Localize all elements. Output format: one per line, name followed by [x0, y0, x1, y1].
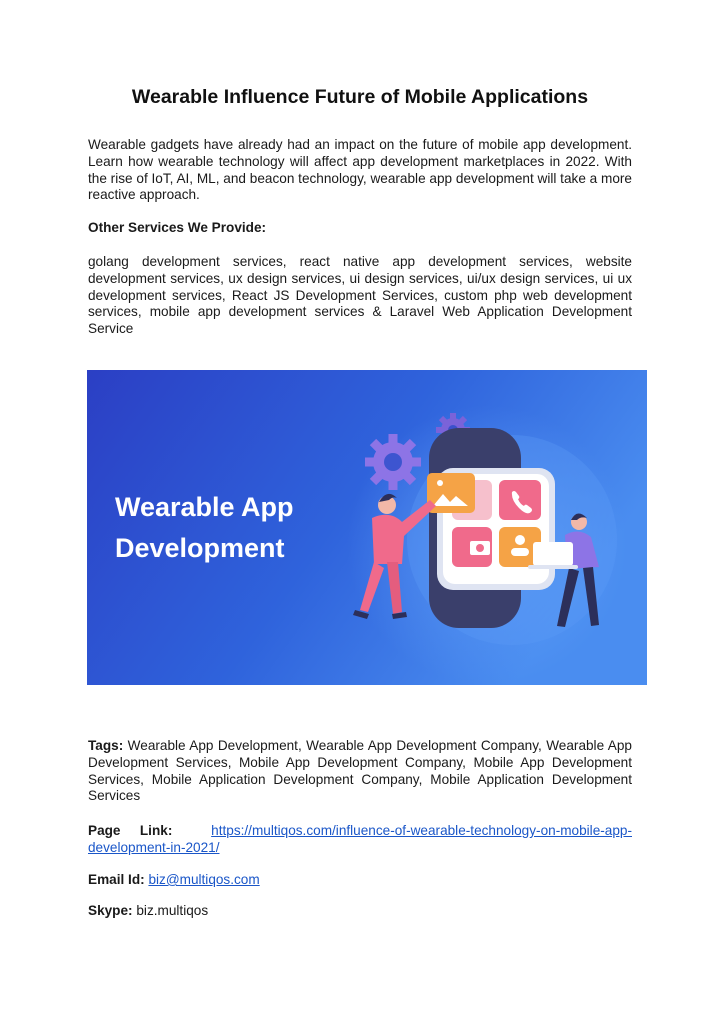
- camera-icon: [476, 544, 484, 552]
- tags-label: Tags:: [88, 738, 124, 753]
- intro-paragraph: Wearable gadgets have already had an impact on the future of mobile app development. Learn how wearable technology will affect app development marketplaces in 2022. With the rise of IoT, AI, ML, and beacon technology, wearable app development will take a more reactive approach.: [88, 137, 632, 203]
- page-link-section: [88, 823, 632, 857]
- email-section: [88, 872, 632, 889]
- hero-image: [87, 370, 647, 685]
- services-paragraph: golang development services, react native app development services, website development services, ux design services, ui design services, ui/ux design services, ui ux development services, React JS Development Services, custom php web development services, mobile app development services & Laravel Web Application Development Service: [88, 254, 632, 337]
- page-link-url[interactable]: https://multiqos.com/influence-of-wearable-technology-on-mobile-app-development-in-2021/: [88, 823, 632, 855]
- skype-value: biz.multiqos: [136, 903, 209, 918]
- hero-headline-line2: Development: [115, 533, 285, 563]
- tags-section: [88, 738, 632, 805]
- services-heading: Other Services We Provide:: [88, 220, 267, 235]
- laptop-icon: [533, 542, 573, 566]
- document-title: Wearable Influence Future of Mobile Applications: [131, 86, 589, 108]
- skype-label: Skype:: [88, 903, 133, 918]
- tags-text: Wearable App Development, Wearable App Development Company, Wearable App Development Services, Mobile App Development Company, Mobile App Development Services, Mobile Application Development Company, Mobile Application Development Services: [88, 738, 632, 804]
- hero-headline-line1: Wearable App: [115, 492, 294, 522]
- gear-icon: [365, 434, 421, 490]
- email-label: Email Id:: [88, 872, 145, 887]
- contact-icon: [515, 535, 525, 545]
- page-link-label: Page Link:: [88, 823, 173, 838]
- email-link[interactable]: biz@multiqos.com: [148, 872, 260, 887]
- skype-section: [88, 903, 632, 920]
